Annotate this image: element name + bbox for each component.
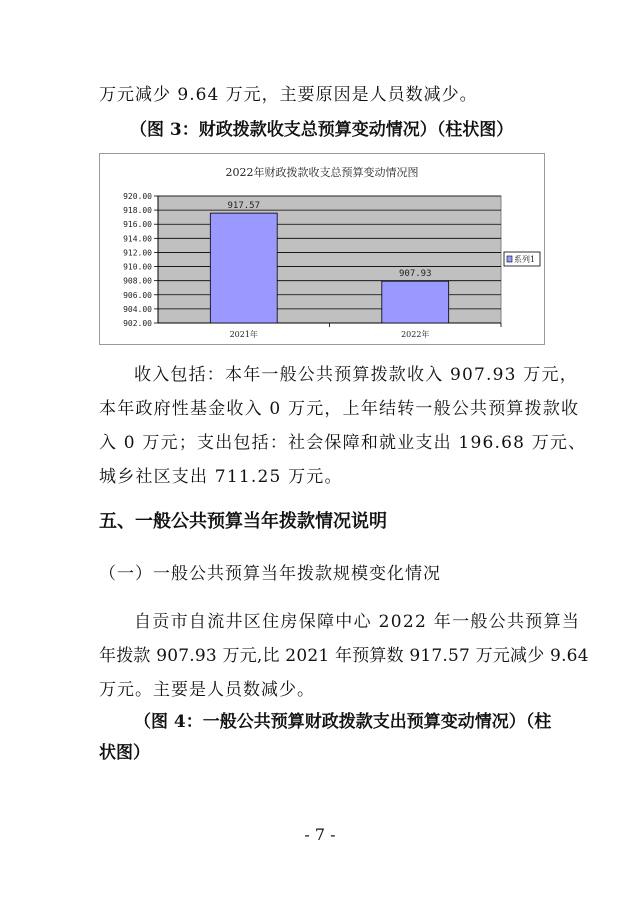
figure-4-caption-line-2: 状图） [99, 743, 150, 763]
y-tick-label: 916.00 [123, 220, 152, 230]
y-tick-label: 906.00 [123, 290, 152, 300]
y-tick-label: 910.00 [123, 262, 152, 272]
figure-4-caption-line-1: （图 4：一般公共预算财政拨款支出预算变动情况）（柱 [134, 712, 552, 732]
income-line-2: 本年政府性基金收入 0 万元，上年结转一般公共预算拨款收 [99, 399, 580, 419]
y-tick-label: 918.00 [123, 206, 152, 216]
legend-swatch [507, 256, 512, 262]
bar-2022年 [382, 281, 449, 323]
plot-area [158, 196, 501, 323]
bar-chart [100, 154, 544, 344]
chart-figure-3 [99, 153, 545, 345]
y-tick-label: 920.00 [123, 192, 152, 201]
data-label: 907.93 [398, 269, 432, 280]
figure-3-caption: （图 3：财政拨款收支总预算变动情况）（柱状图） [130, 120, 514, 140]
section-5-heading: 五、一般公共预算当年拨款情况说明 [99, 511, 387, 532]
income-line-3: 入 0 万元；支出包括：社会保障和就业支出 196.68 万元、 [99, 433, 587, 453]
y-tick-label: 912.00 [123, 248, 152, 258]
x-tick-label: 2022年 [401, 330, 430, 339]
subsection-1-heading: （一）一般公共预算当年拨款规模变化情况 [99, 564, 441, 584]
legend-label: 系列1 [514, 255, 536, 264]
income-line-1: 收入包括：本年一般公共预算拨款收入 907.93 万元， [134, 365, 578, 385]
body-line-2: 年拨款 907.93 万元,比 2021 年预算数 917.57 万元减少 9.64 [99, 646, 589, 666]
y-tick-label: 914.00 [123, 234, 152, 244]
body-line-1: 自贡市自流井区住房保障中心 2022 年一般公共预算当 [134, 612, 581, 632]
body-line-3: 万元。主要是人员数减少。 [99, 680, 315, 700]
chart-title: 2022年财政拨款收支总预算变动情况图 [225, 166, 419, 179]
y-tick-label: 908.00 [123, 276, 152, 286]
paragraph-top: 万元减少 9.64 万元，主要原因是人员数减少。 [99, 85, 478, 105]
income-line-4: 城乡社区支出 711.25 万元。 [99, 467, 343, 487]
bar-2021年 [210, 213, 277, 323]
y-tick-label: 904.00 [123, 304, 152, 314]
data-label: 917.57 [227, 201, 261, 212]
page-number: - 7 - [304, 825, 336, 844]
x-tick-label: 2021年 [229, 330, 258, 339]
y-tick-label: 902.00 [123, 319, 152, 328]
